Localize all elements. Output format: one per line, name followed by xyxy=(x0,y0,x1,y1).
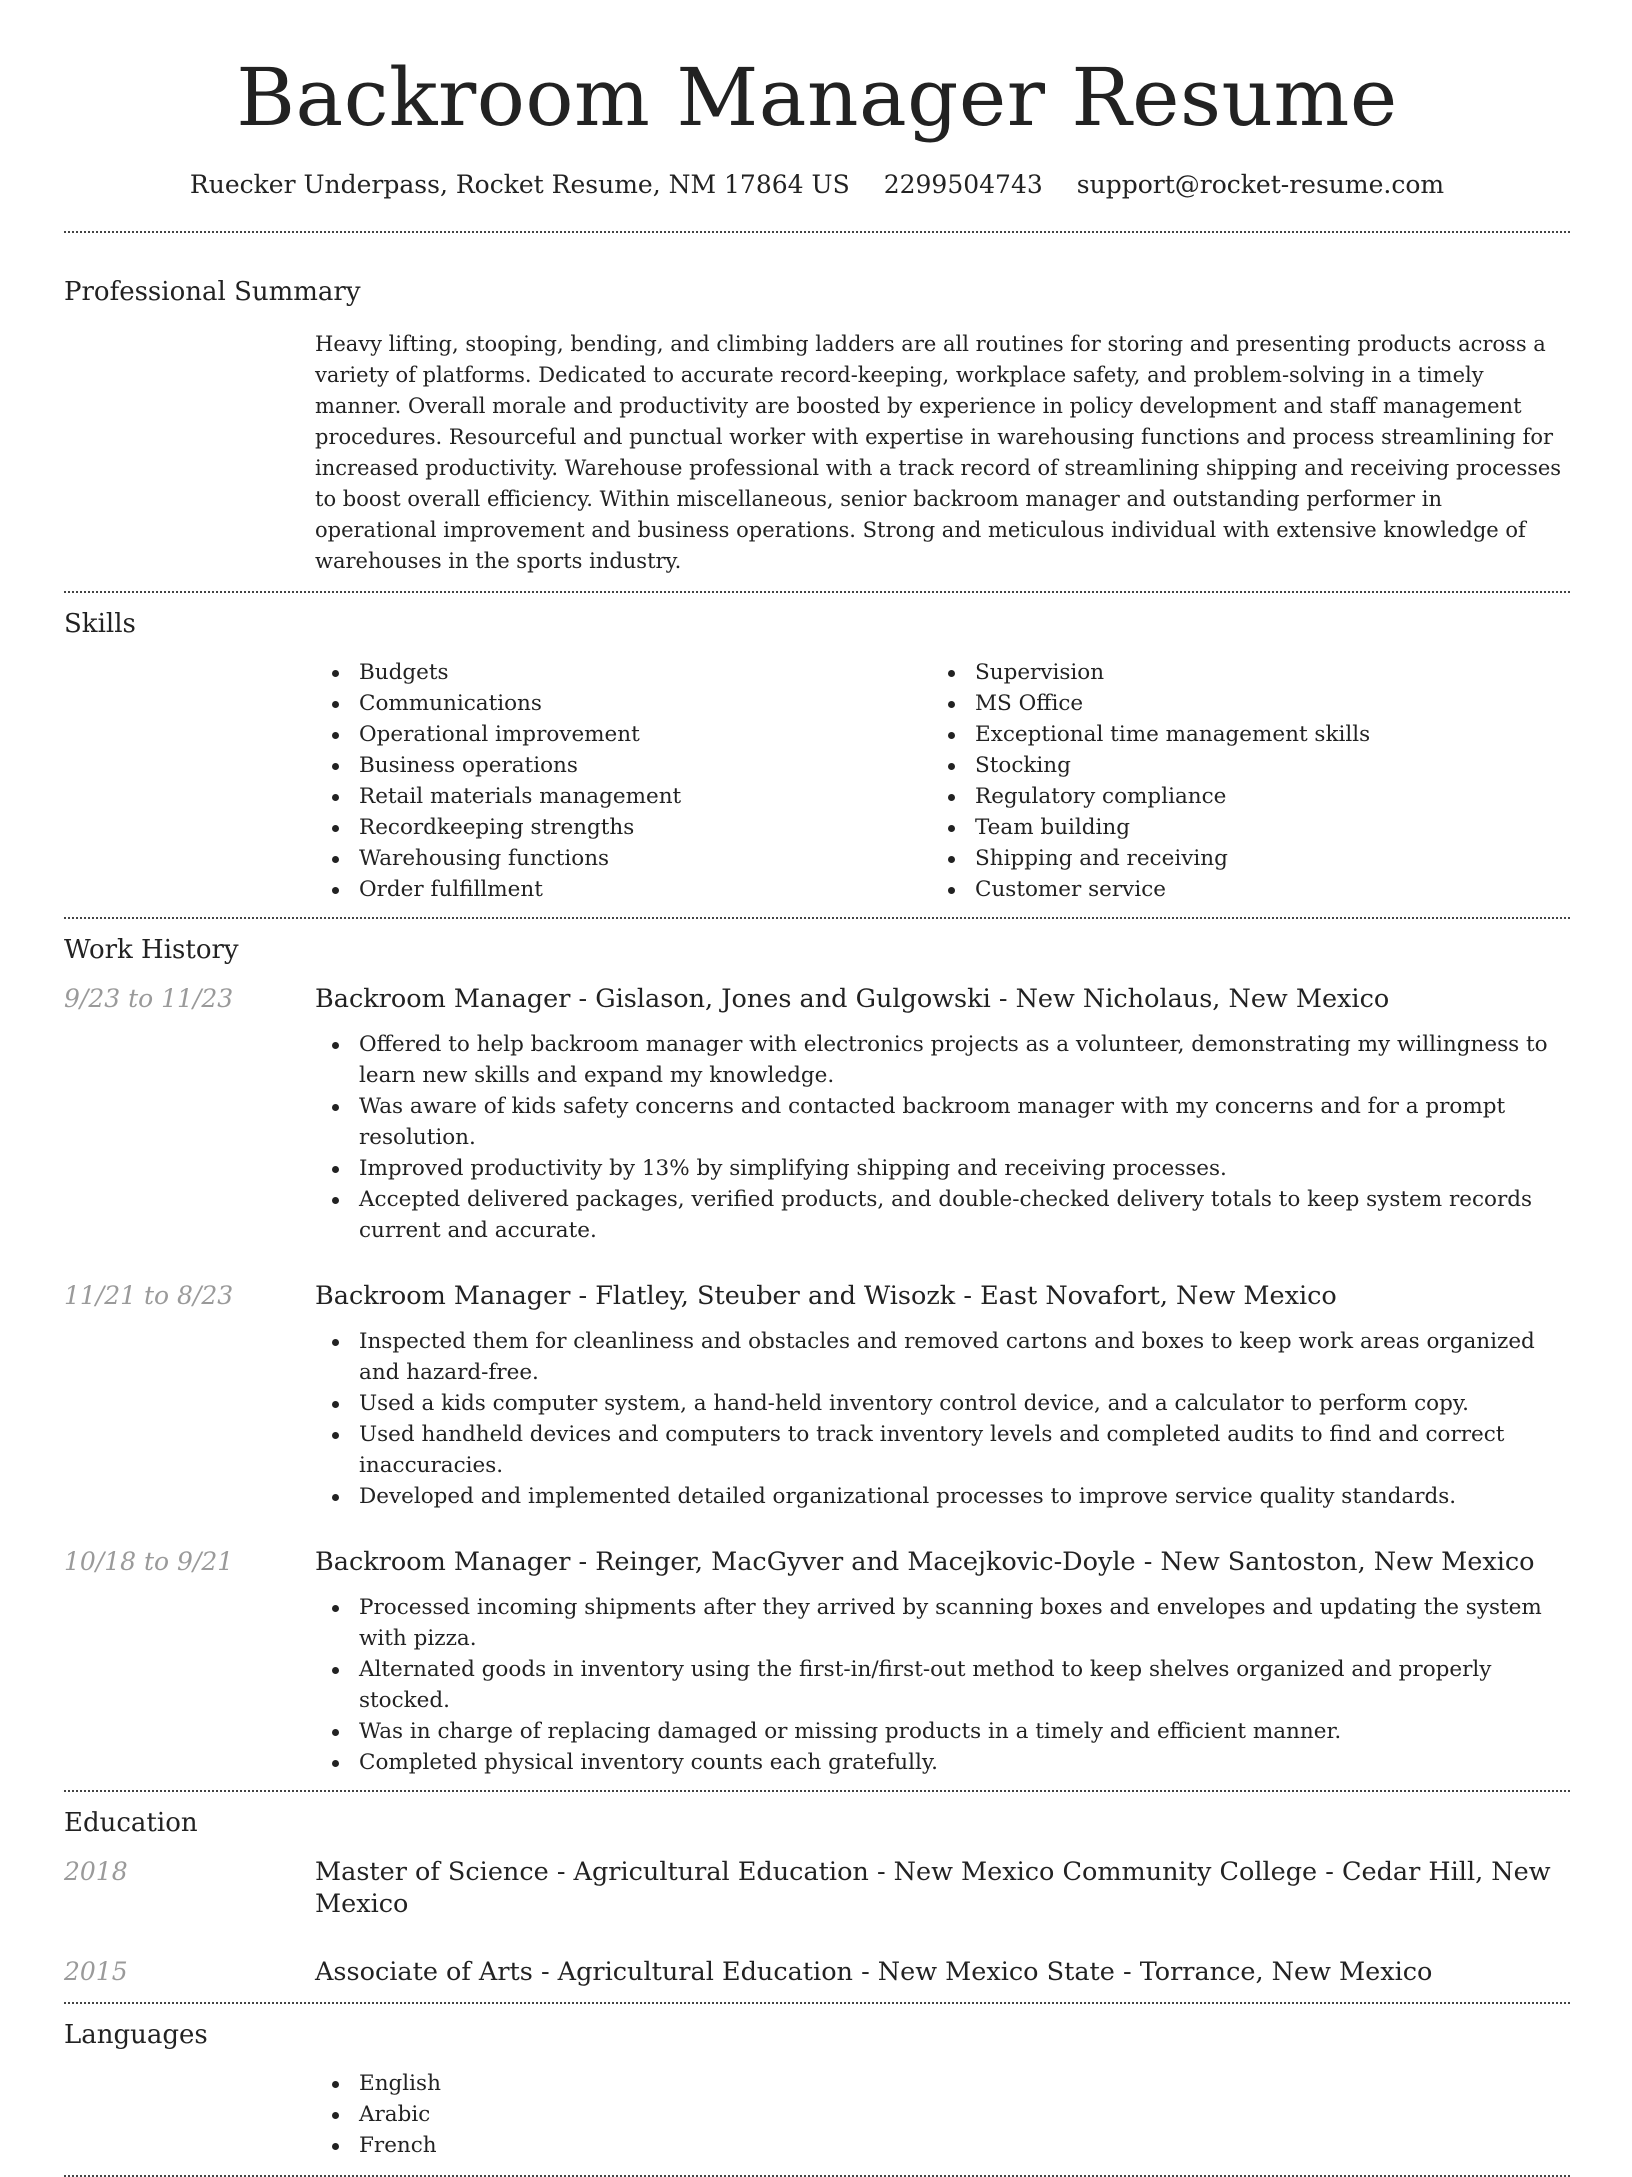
contact-phone: 2299504743 xyxy=(883,170,1043,199)
education-entry xyxy=(64,1956,1570,1988)
summary-section xyxy=(64,233,1570,591)
job-bullet: Processed incoming shipments after they arrived by scanning boxes and envelopes and updating the system with pizza. xyxy=(315,1592,1570,1654)
skill-item: Budgets xyxy=(315,657,931,688)
work-history-section xyxy=(64,919,1570,1778)
skill-item: Operational improvement xyxy=(315,719,931,750)
languages-heading: Languages xyxy=(64,2020,208,2050)
skill-item: Stocking xyxy=(931,750,1547,781)
education-year: 2018 xyxy=(64,1857,128,1886)
job-bullet: Used handheld devices and computers to track inventory levels and completed audits to find and correct inaccuracies. xyxy=(315,1419,1570,1481)
job-title: Backroom Manager - Flatley, Steuber and Wisozk - East Novafort, New Mexico xyxy=(315,1281,1337,1311)
resume-title: Backroom Manager Resume xyxy=(236,51,1398,144)
job-dates: 10/18 to 9/21 xyxy=(64,1547,234,1576)
skills-heading: Skills xyxy=(64,609,136,639)
education-heading: Education xyxy=(64,1808,198,1838)
contact-address: Ruecker Underpass, Rocket Resume, NM 17864 US xyxy=(189,170,850,199)
skills-list-left xyxy=(315,657,931,905)
language-item: English xyxy=(315,2068,1570,2099)
job-bullet: Completed physical inventory counts each gratefully. xyxy=(315,1747,1570,1778)
education-detail: Associate of Arts - Agricultural Education - New Mexico State - Torrance, New Mexico xyxy=(315,1957,1433,1987)
contact-info xyxy=(64,170,1570,199)
summary-heading: Professional Summary xyxy=(64,277,361,307)
skill-item: Regulatory compliance xyxy=(931,781,1547,812)
education-detail: Master of Science - Agricultural Education - New Mexico Community College - Cedar Hill, New Mexico xyxy=(315,1857,1551,1919)
resume-page xyxy=(64,0,1570,2177)
skills-grid xyxy=(315,657,1570,917)
language-item: Arabic xyxy=(315,2099,1570,2130)
skill-item: Supervision xyxy=(931,657,1547,688)
skill-item: Exceptional time management skills xyxy=(931,719,1547,750)
job-bullet: Was aware of kids safety concerns and contacted backroom manager with my concerns and for a prompt resolution. xyxy=(315,1091,1570,1153)
skill-item: Customer service xyxy=(931,874,1547,905)
job-bullet: Accepted delivered packages, verified products, and double-checked delivery totals to keep system records current and accurate. xyxy=(315,1184,1570,1246)
job-bullet: Was in charge of replacing damaged or missing products in a timely and efficient manner. xyxy=(315,1716,1570,1747)
skill-item: Retail materials management xyxy=(315,781,931,812)
job-title: Backroom Manager - Reinger, MacGyver and Macejkovic-Doyle - New Santoston, New Mexico xyxy=(315,1547,1535,1577)
job-bullet: Inspected them for cleanliness and obstacles and removed cartons and boxes to keep work areas organized and hazard-free. xyxy=(315,1326,1570,1388)
education-section xyxy=(64,1792,1570,1988)
job-bullets xyxy=(315,1592,1570,1778)
skill-item: Warehousing functions xyxy=(315,843,931,874)
job-entry xyxy=(64,1546,1570,1778)
language-item: French xyxy=(315,2130,1570,2161)
education-entry xyxy=(64,1856,1570,1920)
job-bullets xyxy=(315,1029,1570,1246)
skill-item: Team building xyxy=(931,812,1547,843)
skills-list-right xyxy=(931,657,1547,905)
summary-text: Heavy lifting, stooping, bending, and climbing ladders are all routines for storing and presenting products across a variety of platforms. Dedicated to accurate record-keeping, workplace safety, and problem-solving in a timely manner. Overall morale and productivity are boosted by experience in policy development and staff management procedures. Resourceful and punctual worker with expertise in warehousing functions and process streamlining for increased productivity. Warehouse professional with a track record of streamlining shipping and receiving processes to boost overall efficiency. Within miscellaneous, senior backroom manager and outstanding performer in operational improvement and business operations. Strong and meticulous individual with extensive knowledge of warehouses in the sports industry. xyxy=(315,332,1562,573)
work-history-heading: Work History xyxy=(64,935,239,965)
job-dates: 9/23 to 11/23 xyxy=(64,984,234,1013)
skills-section xyxy=(64,593,1570,917)
job-entry xyxy=(64,1280,1570,1512)
languages-section xyxy=(64,2004,1570,2175)
languages-list xyxy=(315,2068,1570,2175)
job-bullet: Improved productivity by 13% by simplifying shipping and receiving processes. xyxy=(315,1153,1570,1184)
job-entry xyxy=(64,983,1570,1246)
job-bullets xyxy=(315,1326,1570,1512)
education-year: 2015 xyxy=(64,1957,128,1986)
job-dates: 11/21 to 8/23 xyxy=(64,1281,234,1310)
job-bullet: Used a kids computer system, a hand-held inventory control device, and a calculator to perform copy. xyxy=(315,1388,1570,1419)
job-bullet: Offered to help backroom manager with electronics projects as a volunteer, demonstrating my willingness to learn new skills and expand my knowledge. xyxy=(315,1029,1570,1091)
skill-item: Recordkeeping strengths xyxy=(315,812,931,843)
skill-item: Order fulfillment xyxy=(315,874,931,905)
job-bullet: Developed and implemented detailed organizational processes to improve service quality standards. xyxy=(315,1481,1570,1512)
skill-item: Shipping and receiving xyxy=(931,843,1547,874)
skill-item: Business operations xyxy=(315,750,931,781)
skill-item: MS Office xyxy=(931,688,1547,719)
job-bullet: Alternated goods in inventory using the first-in/first-out method to keep shelves organized and properly stocked. xyxy=(315,1654,1570,1716)
job-title: Backroom Manager - Gislason, Jones and Gulgowski - New Nicholaus, New Mexico xyxy=(315,984,1390,1014)
skill-item: Communications xyxy=(315,688,931,719)
contact-email: support@rocket-resume.com xyxy=(1076,170,1445,199)
